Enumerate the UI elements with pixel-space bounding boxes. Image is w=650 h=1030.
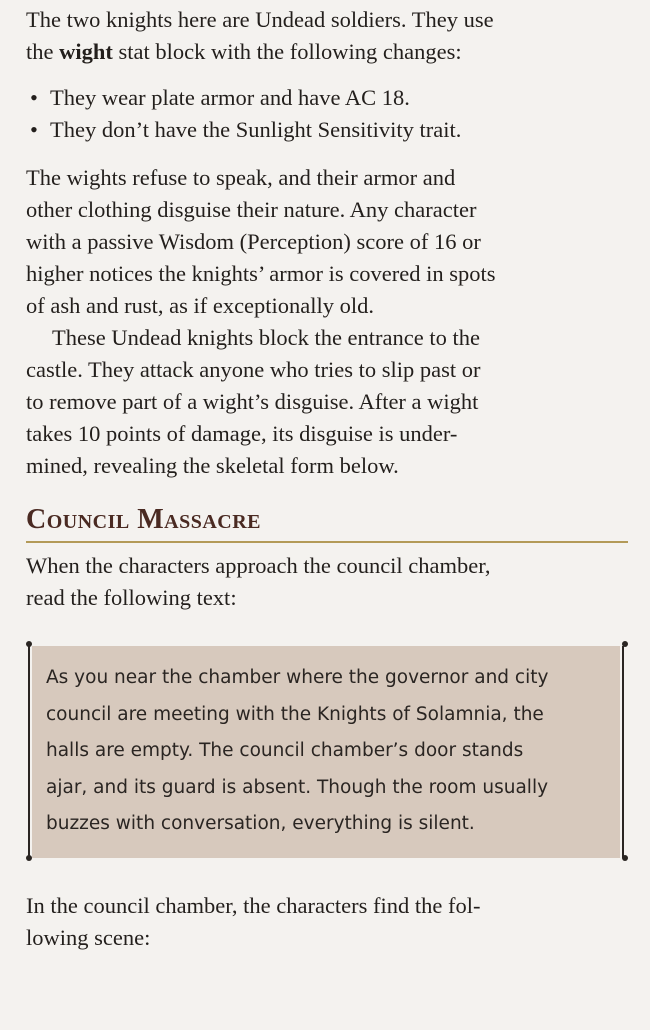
wight-bold-term: wight [59,39,113,64]
intro-line-1: The two knights here are Undead soldiers. They use [26,7,494,32]
text-line: other clothing disguise their nature. Any character [26,197,477,222]
wights-paragraph [26,162,636,322]
block-paragraph [26,322,636,482]
text-line: ajar, and its guard is absent. Though the room usually [46,776,549,798]
text-line: The wights refuse to speak, and their armor and [26,165,456,190]
scene-paragraph [26,890,636,954]
text-line: In the council chamber, the characters find the fol- [26,893,481,918]
text-line: These Undead knights block the entrance to the [52,325,480,350]
box-corner-dot [622,855,628,861]
intro-paragraph [26,4,636,68]
read-aloud-panel [32,646,620,858]
text-line: of ash and rust, as if exceptionally old. [26,293,375,318]
read-aloud-text [46,660,548,843]
read-aloud-box [26,644,628,860]
bullet-text: They wear plate armor and have AC 18. [50,85,410,110]
text-line: council are meeting with the Knights of Solamnia, the [46,703,544,725]
box-corner-dot [26,641,32,647]
box-corner-dot [622,641,628,647]
section-heading: Council Massacre [26,504,262,535]
text-line: mined, revealing the skeletal form below. [26,453,399,478]
text-line: higher notices the knights’ armor is covered in spots [26,261,496,286]
box-right-border [622,646,624,858]
text-line: takes 10 points of damage, its disguise is under- [26,421,458,446]
bullet-icon: • [30,85,38,110]
intro-lead-word: the [26,39,54,64]
text-line: buzzes with conversation, everything is silent. [46,813,475,834]
text-line: with a passive Wisdom (Perception) score of 16 or [26,229,481,254]
text-line: lowing scene: [26,925,151,950]
box-left-border [28,646,30,858]
changes-list [26,82,461,146]
text-line: As you near the chamber where the governor and city [46,667,549,688]
bullet-text: They don’t have the Sunlight Sensitivity trait. [50,117,462,142]
list-item [26,114,461,146]
text-line: read the following text: [26,585,237,610]
intro-line-2 [26,36,636,68]
text-line: castle. They attack anyone who tries to slip past or [26,357,481,382]
bullet-icon: • [30,117,38,142]
intro-line-2-rest: stat block with the following changes: [118,39,462,64]
heading-divider [26,541,628,543]
text-line: to remove part of a wight’s disguise. After a wight [26,389,479,414]
text-line: When the characters approach the council chamber, [26,553,491,578]
text-line: halls are empty. The council chamber’s door stands [46,740,524,761]
list-item [26,82,461,114]
approach-paragraph [26,550,636,614]
box-corner-dot [26,855,32,861]
